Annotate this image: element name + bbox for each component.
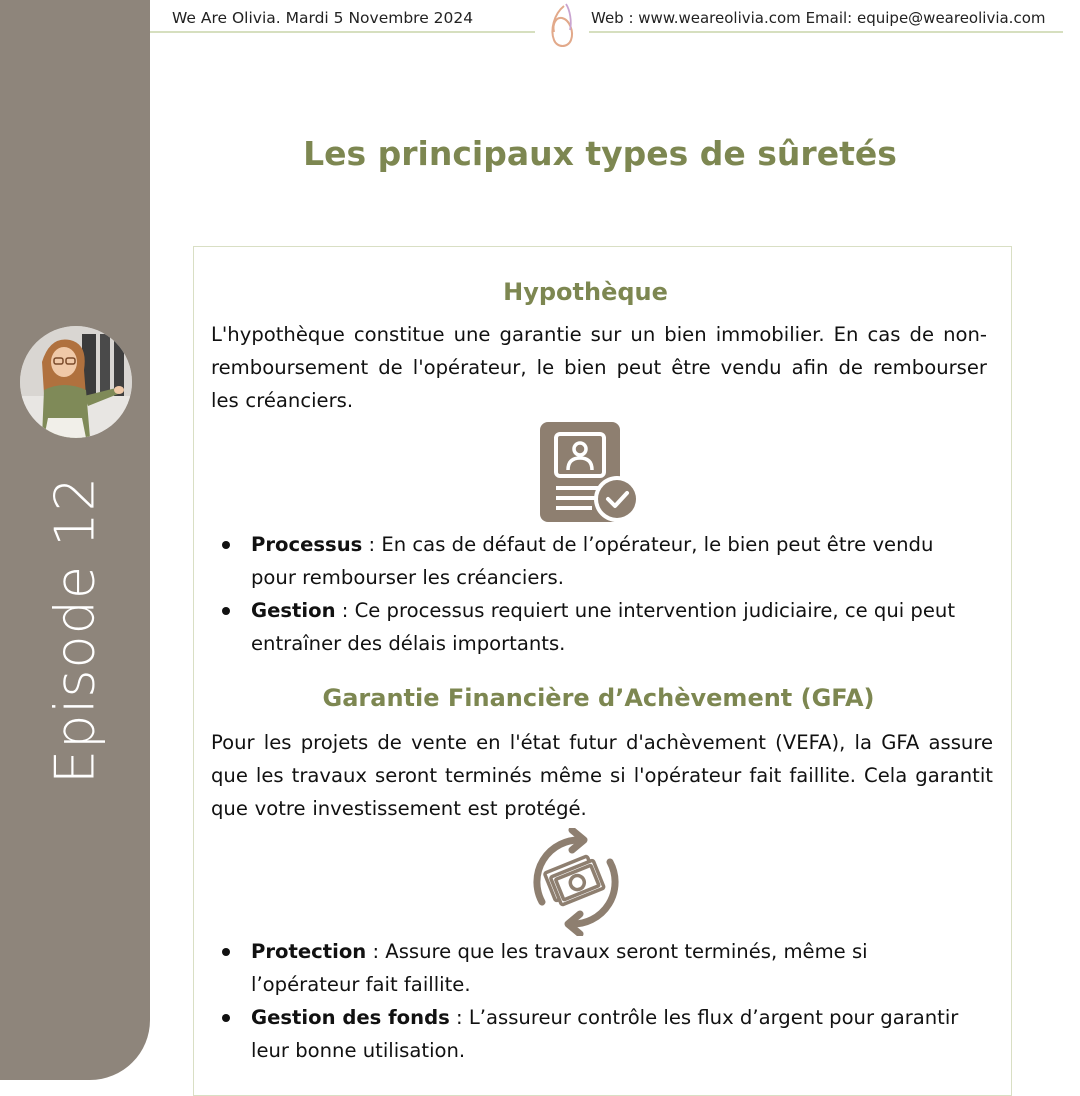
money-cycle-icon [522, 828, 630, 936]
header-date: We Are Olivia. Mardi 5 Novembre 2024 [172, 9, 474, 27]
sidebar [0, 0, 150, 1080]
certificate-check-icon [538, 422, 640, 522]
bullet-text: : Assure que les travaux seront terminés, même si l’opérateur fait faillite. [251, 940, 868, 996]
list-item [211, 1001, 981, 1067]
list-item [211, 594, 971, 660]
bullet-list-hypotheque [211, 528, 971, 660]
bullet-term: Gestion [251, 599, 336, 622]
list-item [211, 935, 981, 1001]
avatar [20, 326, 132, 438]
list-item [211, 528, 971, 594]
bullet-text: : L’assureur contrôle les flux d’argent pour garantir leur bonne utilisation. [251, 1006, 959, 1062]
bullet-text: : Ce processus requiert une intervention judiciaire, ce qui peut entraîner des délais importants. [251, 599, 956, 655]
header-contact: Web : www.weareolivia.com Email: equipe@weareolivia.com [591, 9, 1046, 27]
bullet-text: : En cas de défaut de l’opérateur, le bien peut être vendu pour rembourser les créanciers. [251, 533, 934, 589]
page-title: Les principaux types de sûretés [303, 134, 897, 173]
episode-label: Episode 12 [43, 476, 107, 784]
bullet-term: Processus [251, 533, 363, 556]
section-paragraph-hypotheque: L'hypothèque constitue une garantie sur un bien immobilier. En cas de non-remboursement de l'opérateur, le bien peut être vendu afin de rembourser les créanciers. [211, 323, 987, 412]
header-divider-right [589, 31, 1063, 33]
bullet-term: Gestion des fonds [251, 1006, 450, 1029]
bullet-list-gfa [211, 935, 981, 1067]
olivia-logo-icon [540, 0, 584, 54]
header-divider-left [150, 31, 535, 33]
section-paragraph-gfa: Pour les projets de vente en l'état futur d'achèvement (VEFA), la GFA assure que les travaux seront terminés même si l'opérateur fait faillite. Cela garantit que votre investissement est protégé. [211, 731, 993, 820]
bullet-term: Protection [251, 940, 367, 963]
section-title-hypotheque: Hypothèque [503, 278, 668, 306]
section-title-gfa: Garantie Financière d’Achèvement (GFA) [322, 684, 875, 712]
